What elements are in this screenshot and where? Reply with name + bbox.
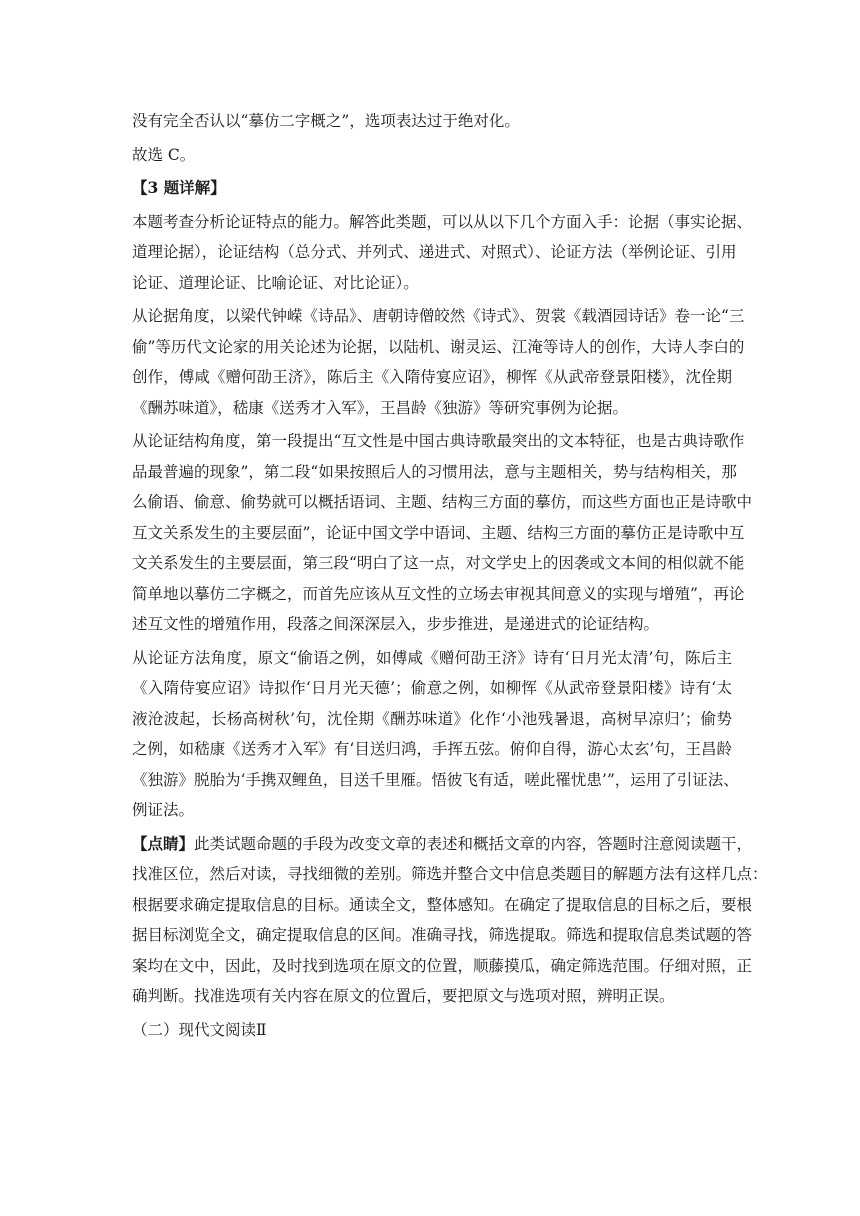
text-line: 互文关系发生的主要层面”，论证中国文学中语词、主题、结构三方面的摹仿正是诗歌中互 xyxy=(132,523,745,542)
text-line: 从论证方法角度，原文“偷语之例，如傅咸《赠何劭王济》诗有‘日月光太清’句，陈后主 xyxy=(132,648,732,667)
text-line: 案均在文中，因此，及时找到选项在原文的位置，顺藤摸瓜，确定筛选范围。仔细对照，正 xyxy=(132,956,753,975)
text-line: 《入隋侍宴应诏》诗拟作‘日月光天德’；偷意之例，如柳恽《从武帝登景阳楼》诗有‘太 xyxy=(132,679,732,697)
text-line: 《酬苏味道》，嵇康《送秀才入军》，王昌龄《独游》等研究事例为论据。 xyxy=(132,398,629,417)
text-line: 确判断。找准选项有关内容在原文的位置后，要把原文与选项对照，辨明正误。 xyxy=(132,987,675,1005)
text-line: 品最普遍的现象”，第二段“如果按照后人的习惯用法，意与主题相关，势与结构相关，那 xyxy=(132,462,737,481)
text-line: 从论据角度，以梁代钟嵘《诗品》、唐朝诗僧皎然《诗式》、贺裳《载酒园诗话》卷一论“三 xyxy=(132,307,745,325)
text-line: 液沧波起，长杨高树秋’句，沈佺期《酬苏味道》化作‘小池残暑退，高树早凉归’；偷势 xyxy=(132,709,732,728)
paragraph-key-point xyxy=(132,829,768,1012)
text-line: 例证法。 xyxy=(132,801,195,819)
section-heading-modern-reading-2 xyxy=(132,1015,732,1046)
key-point-label: 【点睛】 xyxy=(132,833,195,853)
text-line: 述互文性的增殖作用，段落之间深深层入，步步推进，是递进式的论证结构。 xyxy=(132,615,660,633)
text-line: 道理论据），论证结构（总分式、并列式、递进式、对照式）、论证方法（举例论证、引用 xyxy=(132,243,737,261)
heading-modern-reading-2: （二）现代文阅读Ⅱ xyxy=(132,1020,267,1039)
text-line: 从论证结构角度，第一段提出“互文性是中国古典诗歌最突出的文本特征，也是古典诗歌作 xyxy=(132,432,745,450)
paragraph-evidence xyxy=(132,301,745,423)
heading-q3-detail: 【3 题详解】 xyxy=(132,178,226,197)
paragraph-option-analysis-end xyxy=(132,106,732,137)
text-line: 找准区位，然后对读，寻找细微的差别。筛选并整合文中信息类题目的解题方法有这样几点： xyxy=(132,865,768,883)
text-line xyxy=(132,829,753,860)
document-body xyxy=(132,106,768,1048)
text-line: 没有完全否认以“摹仿二字概之”，选项表达过于绝对化。 xyxy=(132,112,520,130)
text-line: 据目标浏览全文，确定提取信息的区间。准确寻找，筛选提取。筛选和提取信息类试题的答 xyxy=(132,926,753,944)
paragraph-structure xyxy=(132,426,753,640)
text-line: 创作，傅咸《赠何劭王济》，陈后主《入隋侍宴应诏》，柳恽《从武帝登景阳楼》，沈佺期 xyxy=(132,368,732,386)
text-line: 根据要求确定提取信息的目标。通读全文，整体感知。在确定了提取信息的目标之后，要根 xyxy=(132,895,753,914)
key-point-text: 此类试题命题的手段为改变文章的表述和概括文章的内容，答题时注意阅读题干， xyxy=(194,834,753,853)
answer-line: 故选 C。 xyxy=(132,145,196,164)
text-line: 简单地以摹仿二字概之，而首先应该从互文性的立场去审视其间意义的实现与增殖”，再论 xyxy=(132,584,745,603)
text-line: 《独游》脱胎为‘手携双鲤鱼，目送千里雁。悟彼飞有适，嗟此罹忧患’”，运用了引证法、 xyxy=(132,770,739,789)
text-line: 偷”等历代文论家的用关论述为论据，以陆机、谢灵运、江淹等诗人的创作，大诗人李白的 xyxy=(132,337,745,356)
section-heading-q3-detail xyxy=(132,173,732,204)
paragraph-answer xyxy=(132,140,732,171)
text-line: 本题考查分析论证特点的能力。解答此类题，可以从以下几个方面入手：论据（事实论据、 xyxy=(132,212,753,231)
text-line: 之例，如嵇康《送秀才入军》有‘目送归鸿，手挥五弦。俯仰自得，游心太玄’句，王昌龄 xyxy=(132,740,732,758)
paragraph-method xyxy=(132,643,739,826)
paragraph-intro xyxy=(132,207,753,299)
text-line: 么偷语、偷意、偷势就可以概括语词、主题、结构三方面的摹仿，而这些方面也正是诗歌中 xyxy=(132,493,753,511)
text-line: 文关系发生的主要层面，第三段“明白了这一点，对文学史上的因袭或文本间的相似就不能 xyxy=(132,554,745,572)
text-line: 论证、道理论证、比喻论证、对比论证）。 xyxy=(132,273,419,292)
